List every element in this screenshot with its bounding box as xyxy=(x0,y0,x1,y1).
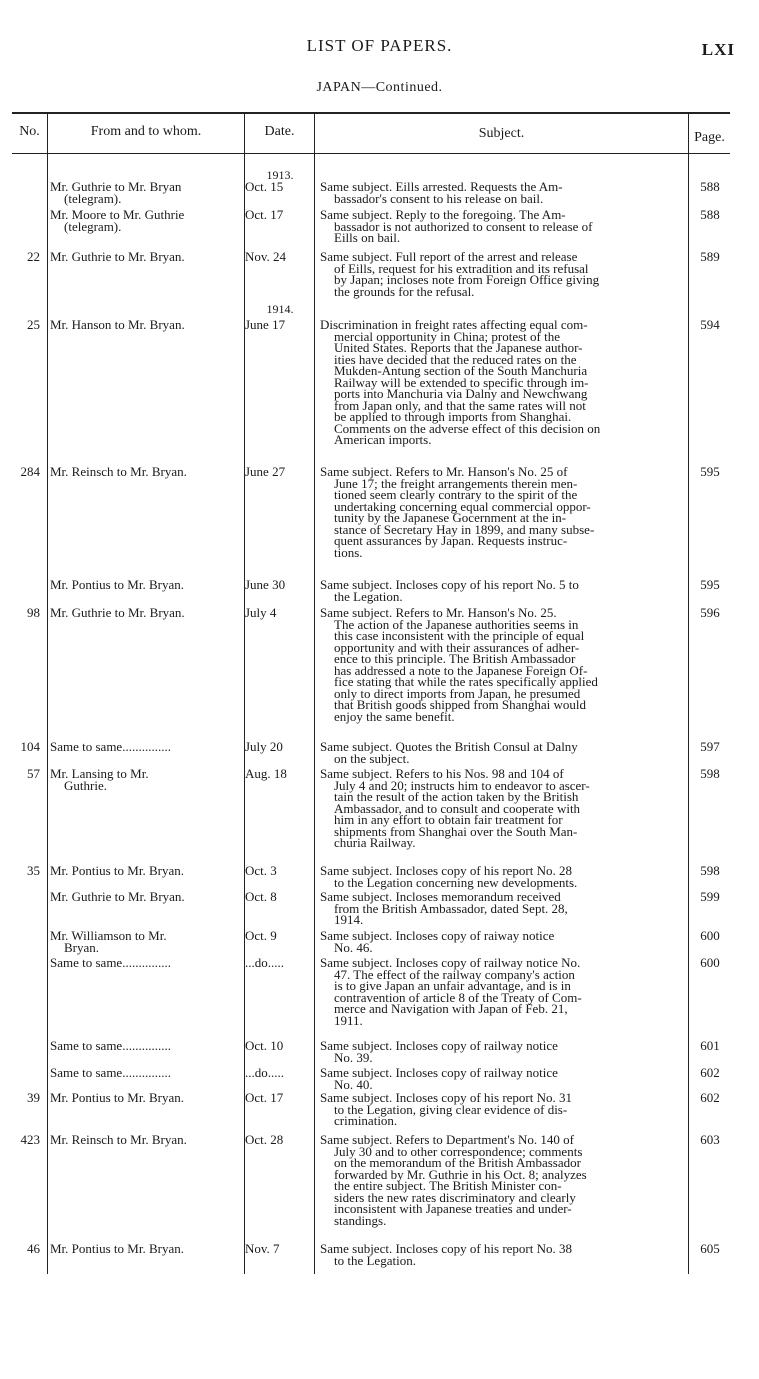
row-from-to xyxy=(50,1134,238,1146)
row-date: Oct. 8 xyxy=(245,889,277,904)
row-subject-line: The action of the Japanese authorities seems in xyxy=(334,616,579,632)
row-subject xyxy=(320,251,690,297)
row-page: 588 xyxy=(700,207,720,222)
row-page: 595 xyxy=(700,464,720,479)
row-from-to-line: Mr. Guthrie to Mr. Bryan. xyxy=(50,889,185,904)
row-date: Oct. 17 xyxy=(245,1090,284,1105)
row-subject xyxy=(320,1092,690,1127)
row-from-to xyxy=(50,251,238,263)
row-subject-line: Same subject. Incloses copy of railway notice No. xyxy=(320,955,581,970)
row-page: 597 xyxy=(700,739,720,754)
row-from-to-line: Mr. Moore to Mr. Guthrie xyxy=(50,207,185,222)
row-subject-line: undertaking concerning equal commercial oppor- xyxy=(334,498,591,514)
row-from-to xyxy=(50,319,238,331)
row-page: 595 xyxy=(700,577,720,592)
row-page: 602 xyxy=(700,1065,720,1080)
row-subject-line: only to direct imports from Japan, he presumed xyxy=(334,685,581,701)
row-subject-line: No. 40. xyxy=(334,1076,373,1092)
row-page: 602 xyxy=(700,1090,720,1105)
row-subject-line: opportunity and with their assurances of adher- xyxy=(334,639,580,655)
row-subject-line: standings. xyxy=(334,1212,387,1228)
row-subject-line: quent assurances by Japan. Requests instruc- xyxy=(334,533,568,548)
row-number: 39 xyxy=(27,1090,40,1105)
row-number: 35 xyxy=(27,863,40,878)
row-from-to xyxy=(50,741,238,753)
row-subject-line: Same subject. Incloses copy of railway notice xyxy=(320,1038,558,1053)
header-date: Date. xyxy=(264,124,295,139)
row-page: 598 xyxy=(700,766,720,781)
row-subject-line: Railway will be extended to specific through im- xyxy=(334,374,589,390)
row-from-to-line: Mr. Guthrie to Mr. Bryan. xyxy=(50,605,185,620)
row-subject-line: from Japan only, and that the same rates will not xyxy=(334,397,586,413)
row-date: July 4 xyxy=(245,605,277,620)
row-subject-line: bassador's consent to his release on bail. xyxy=(334,190,544,206)
row-date: Nov. 7 xyxy=(245,1241,280,1256)
row-subject-line: American imports. xyxy=(334,432,432,447)
row-page: 600 xyxy=(700,928,720,943)
row-subject xyxy=(320,741,690,764)
row-subject-line: Mukden-Antung section of the South Manchuria xyxy=(334,363,588,378)
row-subject-line: on the memorandum of the British Ambassador xyxy=(334,1155,581,1170)
row-subject-line: forwarded by Mr. Guthrie in his Oct. 8; analyzes xyxy=(334,1166,587,1182)
row-date: Oct. 3 xyxy=(245,863,277,878)
row-subject-line: tioned seem clearly contrary to the spirit of the xyxy=(334,487,578,502)
row-number: 46 xyxy=(27,1241,40,1256)
row-subject xyxy=(320,209,690,244)
row-subject-line: tions. xyxy=(334,544,363,560)
row-from-to xyxy=(50,607,238,619)
row-page: 603 xyxy=(700,1132,720,1147)
row-subject-line: Same subject. Reply to the foregoing. The Am- xyxy=(320,207,566,222)
header-page: Page. xyxy=(694,130,725,145)
row-subject-line: Same subject. Refers to his Nos. 98 and 104 of xyxy=(320,766,564,781)
row-subject-line: siders the new rates discriminatory and clearly xyxy=(334,1189,576,1205)
row-from-to xyxy=(50,957,238,969)
row-from-to-line: Mr. Reinsch to Mr. Bryan. xyxy=(50,1132,187,1147)
row-number: 284 xyxy=(20,464,40,479)
row-subject xyxy=(320,957,690,1026)
year-label: 1913. xyxy=(266,168,294,182)
row-subject-line: 47. The effect of the railway company's action xyxy=(334,966,575,982)
row-subject-line: Same subject. Incloses copy of his report No. 31 xyxy=(320,1090,573,1105)
row-subject-line: 1914. xyxy=(334,912,364,927)
row-date: July 20 xyxy=(245,739,283,754)
row-subject xyxy=(320,891,690,926)
row-from-to-line: Mr. Reinsch to Mr. Bryan. xyxy=(50,464,187,479)
row-page: 589 xyxy=(700,249,720,264)
row-subject-line: mercial opportunity in China; protest of the xyxy=(334,328,561,344)
row-subject-line: No. 39. xyxy=(334,1049,373,1065)
row-subject-line: tain the result of the action taken by the British xyxy=(334,789,579,804)
row-subject-line: the Legation. xyxy=(334,588,403,604)
row-number: 104 xyxy=(20,739,40,754)
row-date: Oct. 28 xyxy=(245,1132,284,1147)
row-from-to-line: Mr. Hanson to Mr. Bryan. xyxy=(50,317,185,332)
row-page: 596 xyxy=(700,605,720,620)
row-subject-line: be applied to through imports from Shanghai. xyxy=(334,409,572,424)
row-subject-line: Same subject. Incloses memorandum received xyxy=(320,889,561,904)
row-subject-line: enjoy the same benefit. xyxy=(334,708,455,724)
row-from-to xyxy=(50,1243,238,1255)
row-subject-line: ities have decided that the reduced rates on the xyxy=(334,351,577,367)
row-date: Aug. 18 xyxy=(245,766,287,781)
row-date: ...do..... xyxy=(245,1065,284,1080)
row-subject-line: Discrimination in freight rates affecting equal com- xyxy=(320,317,588,332)
row-subject xyxy=(320,319,690,446)
row-from-to xyxy=(50,579,238,591)
header-no: No. xyxy=(19,124,40,139)
row-subject-line: this case inconsistent with the principle of equal xyxy=(334,628,585,643)
row-subject-line: merce and Navigation with Japan of Feb. 21, xyxy=(334,1001,568,1016)
year-label: 1914. xyxy=(266,302,294,316)
row-from-to-line: Same to same............... xyxy=(50,955,171,970)
row-subject-line: shipments from Shanghai over the South Man- xyxy=(334,823,578,839)
page-number: LXI xyxy=(701,40,735,59)
row-subject-line: Same subject. Incloses copy of raiway notice xyxy=(320,928,555,943)
row-subject xyxy=(320,768,690,849)
row-from-to xyxy=(50,891,238,903)
row-subject-line: him in any effort to obtain fair treatment for xyxy=(334,812,563,827)
row-subject-line: of Eills, request for his extradition and its refusal xyxy=(334,260,589,276)
row-subject-line: No. 46. xyxy=(334,939,373,955)
papers-table xyxy=(12,112,730,1274)
row-from-to xyxy=(50,466,238,478)
row-date: Oct. 9 xyxy=(245,928,277,943)
row-subject xyxy=(320,930,690,953)
row-from-to-line: Guthrie. xyxy=(64,777,107,793)
row-page: 599 xyxy=(700,889,720,904)
row-from-to-line: (telegram). xyxy=(64,218,122,234)
row-date: June 30 xyxy=(245,577,286,592)
row-subject-line: Ambassador, and to consult and cooperate with xyxy=(334,800,581,816)
row-page: 605 xyxy=(700,1241,720,1256)
row-subject-line: Same subject. Eills arrested. Requests the Am- xyxy=(320,179,563,194)
row-number: 57 xyxy=(27,766,40,781)
row-date: June 27 xyxy=(245,464,286,479)
row-subject-line: ports into Manchuria via Dalny and Newchwang xyxy=(334,386,588,401)
table-top-rule xyxy=(12,112,730,114)
row-from-to xyxy=(50,181,238,204)
row-subject-line: the grounds for the refusal. xyxy=(334,283,475,299)
row-from-to xyxy=(50,209,238,232)
row-subject-line: July 30 and to other correspondence; comments xyxy=(334,1143,583,1159)
row-subject-line: that British goods shipped from Shanghai would xyxy=(334,697,587,712)
row-subject-line: fice stating that while the rates specifically applied xyxy=(334,674,598,689)
row-from-to-line: Same to same............... xyxy=(50,739,171,754)
row-subject-line: June 17; the freight arrangements therein men- xyxy=(334,475,578,491)
row-subject-line: Same subject. Incloses copy of railway notice xyxy=(320,1065,558,1080)
row-subject-line: Same subject. Incloses copy of his report No. 5 to xyxy=(320,577,579,592)
row-subject-line: to the Legation concerning new developments. xyxy=(334,874,578,890)
row-number: 423 xyxy=(20,1132,40,1147)
row-subject-line: July 4 and 20; instructs him to endeavor to ascer- xyxy=(334,777,590,793)
row-from-to xyxy=(50,1092,238,1104)
row-number: 98 xyxy=(27,605,40,620)
row-subject-line: is to give Japan an unfair advantage, and is in xyxy=(334,978,571,993)
section-title: JAPAN—Continued. xyxy=(316,80,443,95)
header-subject: Subject. xyxy=(478,126,525,141)
row-subject-line: to the Legation. xyxy=(334,1252,416,1268)
row-subject-line: Same subject. Full report of the arrest and release xyxy=(320,249,578,264)
row-subject xyxy=(320,1134,690,1226)
row-date: ...do..... xyxy=(245,955,284,970)
row-from-to-line: Mr. Pontius to Mr. Bryan. xyxy=(50,863,184,878)
row-subject-line: contravention of article 8 of the Treaty of Com- xyxy=(334,989,582,1005)
row-from-to xyxy=(50,1040,238,1052)
row-subject xyxy=(320,181,690,204)
row-page: 594 xyxy=(700,317,720,332)
row-from-to xyxy=(50,930,238,953)
row-number: 25 xyxy=(27,317,40,332)
row-date: June 17 xyxy=(245,317,286,332)
row-from-to xyxy=(50,768,238,791)
row-subject-line: Same subject. Refers to Mr. Hanson's No. 25 of xyxy=(320,464,568,479)
row-from-to xyxy=(50,1067,238,1079)
row-subject xyxy=(320,607,690,722)
row-from-to-line: Mr. Lansing to Mr. xyxy=(50,766,149,781)
row-subject-line: has addressed a note to the Japanese Foreign Of- xyxy=(334,662,588,678)
row-subject xyxy=(320,1243,690,1266)
row-subject-line: the entire subject. The British Minister con- xyxy=(334,1178,562,1193)
row-from-to-line: Mr. Pontius to Mr. Bryan. xyxy=(50,577,184,592)
row-from-to-line: Mr. Guthrie to Mr. Bryan xyxy=(50,179,182,194)
col-divider-no xyxy=(47,112,48,1274)
row-subject-line: Comments on the adverse effect of this decision on xyxy=(334,420,601,436)
row-page: 601 xyxy=(700,1038,720,1053)
row-from-to xyxy=(50,865,238,877)
row-date: Nov. 24 xyxy=(245,249,287,264)
row-subject xyxy=(320,1067,690,1090)
row-subject-line: to the Legation, giving clear evidence of dis- xyxy=(334,1101,568,1117)
row-subject-line: bassador is not authorized to consent to release of xyxy=(334,218,593,234)
row-page: 598 xyxy=(700,863,720,878)
row-subject-line: Same subject. Refers to Department's No. 140 of xyxy=(320,1132,574,1147)
row-subject-line: United States. Reports that the Japanese author- xyxy=(334,340,583,355)
row-from-to-line: (telegram). xyxy=(64,190,122,206)
row-page: 600 xyxy=(700,955,720,970)
row-from-to-line: Same to same............... xyxy=(50,1038,171,1053)
row-subject-line: inconsistent with Japanese treaties and under- xyxy=(334,1201,572,1216)
row-subject-line: Same subject. Incloses copy of his report No. 38 xyxy=(320,1241,573,1256)
row-subject-line: from the British Ambassador, dated Sept. 28, xyxy=(334,900,568,916)
row-subject-line: churia Railway. xyxy=(334,835,416,850)
row-subject xyxy=(320,579,690,602)
row-from-to-line: Mr. Guthrie to Mr. Bryan. xyxy=(50,249,185,264)
row-date: Oct. 17 xyxy=(245,207,284,222)
row-subject-line: on the subject. xyxy=(334,750,410,766)
row-subject xyxy=(320,1040,690,1063)
header-bottom-rule xyxy=(12,153,730,154)
header-from: From and to whom. xyxy=(90,124,202,139)
row-from-to-line: Same to same............... xyxy=(50,1065,171,1080)
row-subject-line: 1911. xyxy=(334,1012,363,1028)
row-subject-line: crimination. xyxy=(334,1113,398,1128)
row-page: 588 xyxy=(700,179,720,194)
row-subject-line: by Japan; incloses note from Foreign Office giving xyxy=(334,272,600,287)
row-subject-line: ence to this principle. The British Ambassador xyxy=(334,651,576,666)
row-subject-line: Same subject. Refers to Mr. Hanson's No. 25. xyxy=(320,605,557,620)
row-from-to-line: Mr. Williamson to Mr. xyxy=(50,928,167,943)
row-from-to-line: Bryan. xyxy=(64,939,100,955)
row-from-to-line: Mr. Pontius to Mr. Bryan. xyxy=(50,1090,184,1105)
row-subject xyxy=(320,865,690,888)
row-from-to-line: Mr. Pontius to Mr. Bryan. xyxy=(50,1241,184,1256)
row-number: 22 xyxy=(27,249,40,264)
row-date: Oct. 10 xyxy=(245,1038,284,1053)
row-subject-line: Same subject. Incloses copy of his report No. 28 xyxy=(320,863,573,878)
row-subject-line: Eills on bail. xyxy=(334,230,401,245)
row-subject-line: Same subject. Quotes the British Consul at Dalny xyxy=(320,739,578,754)
page-title: LIST OF PAPERS. xyxy=(306,36,453,55)
row-subject-line: tunity by the Japanese Gocernment at the in- xyxy=(334,510,567,525)
row-date: Oct. 15 xyxy=(245,179,284,194)
row-subject-line: stance of Secretary Hay in 1899, and many subse- xyxy=(334,521,595,537)
row-subject xyxy=(320,466,690,558)
